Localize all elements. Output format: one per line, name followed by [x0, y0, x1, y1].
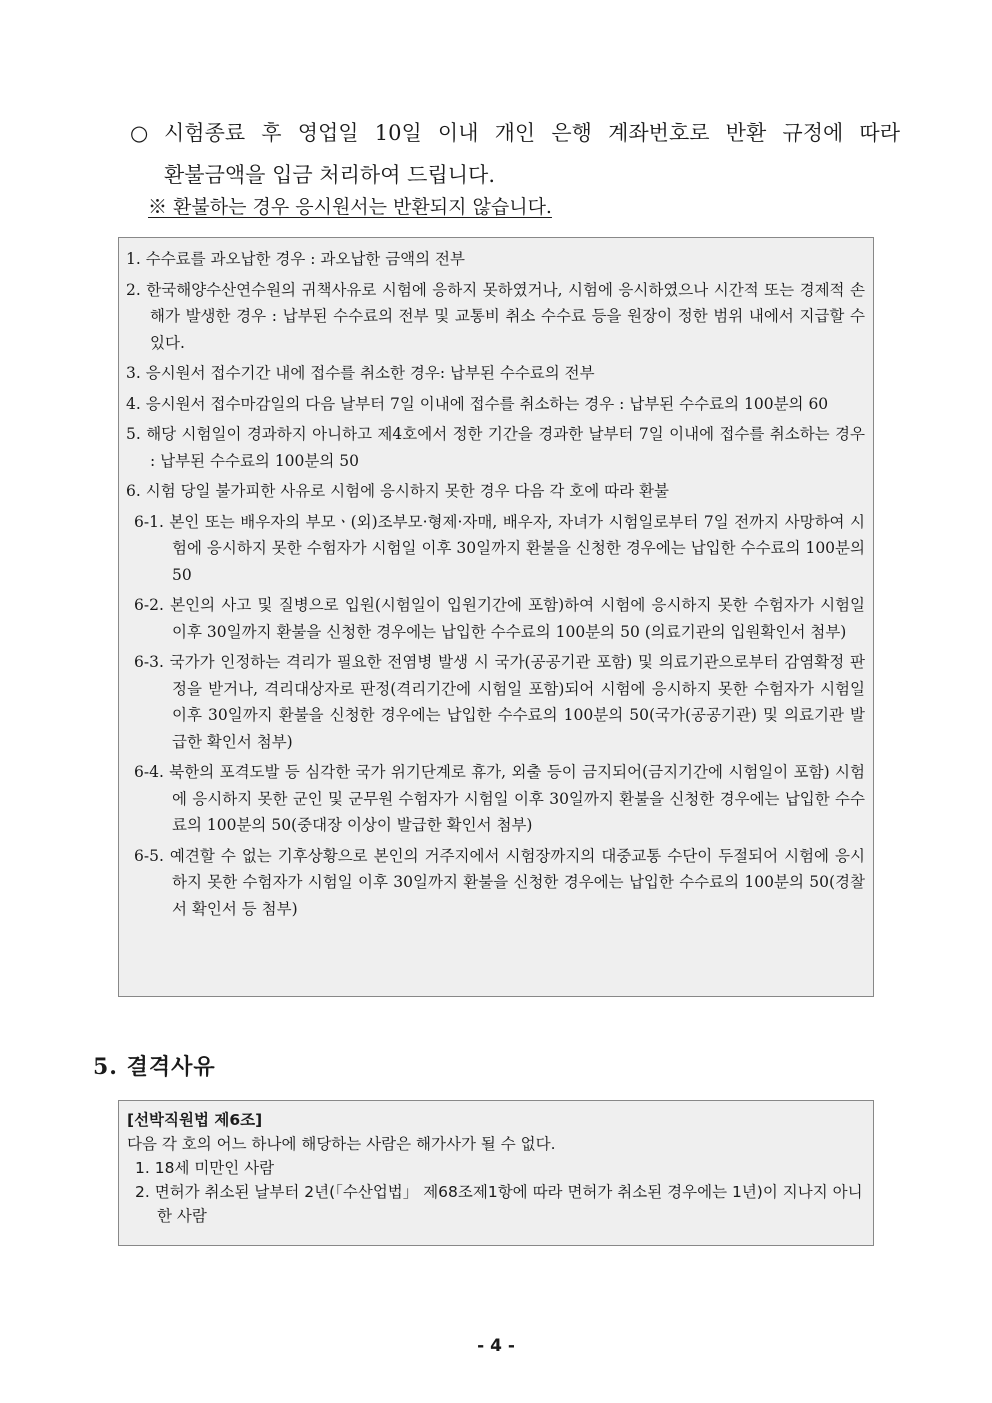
refund-rules-box	[118, 237, 874, 997]
intro-line-1	[130, 112, 900, 154]
circle-bullet-icon: ○	[130, 121, 149, 145]
refund-subitem-6-5: 6-5. 예견할 수 없는 기후상황으로 본인의 거주지에서 시험장까지의 대중교통 수단이 두절되어 시험에 응시하지 못한 수험자가 시험일 이후 30일까지 환불을 신청한 경우에는 납입한 수수료의 100분의 50(경찰서 확인서 등 첨부)	[134, 846, 865, 918]
intro-line-2: 환불금액을 입금 처리하여 드립니다.	[164, 163, 495, 187]
refund-subitem-6-3: 6-3. 국가가 인정하는 격리가 필요한 전염병 발생 시 국가(공공기관 포함) 및 의료기관으로부터 감염확정 판정을 받거나, 격리대상자로 판정(격리기간에 시험일 포함)되어 시험에 응시하지 못한 수험자가 시험일 이후 30일까지 환불을 신청한 경우에는 납입한 수수료의 100분의 50(국가(공공기관) 및 의료기관 발급한 확인서 첨부)	[134, 653, 865, 751]
law-item-1: 1. 18세 미만인 사람	[135, 1159, 275, 1177]
law-title: [선박직원법 제6조]	[127, 1111, 263, 1129]
refund-item-6: 6. 시험 당일 불가피한 사유로 시험에 응시하지 못한 경우 다음 각 호에 따라 환불	[126, 482, 670, 500]
refund-subitem-6-4: 6-4. 북한의 포격도발 등 심각한 국가 위기단계로 휴가, 외출 등이 금지되어(금지기간에 시험일이 포함) 시험에 응시하지 못한 군인 및 군무원 수험자가 시험일 이후 30일까지 환불을 신청한 경우에는 납입한 수수료의 100분의 50(중대장 이상이 발급한 확인서 첨부)	[134, 763, 865, 834]
refund-item-3: 3. 응시원서 접수기간 내에 접수를 취소한 경우: 납부된 수수료의 전부	[126, 364, 595, 382]
law-intro: 다음 각 호의 어느 하나에 해당하는 사람은 해가사가 될 수 없다.	[127, 1135, 556, 1153]
refund-item-4: 4. 응시원서 접수마감일의 다음 날부터 7일 이내에 접수를 취소하는 경우 : 납부된 수수료의 100분의 60	[126, 394, 829, 413]
refund-subitem-6-1: 6-1. 본인 또는 배우자의 부모ㆍ(외)조부모·형제·자매, 배우자, 자녀가 시험일로부터 7일 전까지 사망하여 시험에 응시하지 못한 수험자가 시험일 이후 30일까지 환불을 신청한 경우에는 납입한 수수료의 100분의 50	[134, 512, 865, 584]
refund-item-1: 1. 수수료를 과오납한 경우 : 과오납한 금액의 전부	[126, 250, 465, 268]
refund-item-5: 5. 해당 시험일이 경과하지 아니하고 제4호에서 정한 기간을 경과한 날부터 7일 이내에 접수를 취소하는 경우 : 납부된 수수료의 100분의 50	[126, 425, 865, 470]
page-number: - 4 -	[477, 1336, 515, 1356]
law-excerpt-box	[118, 1100, 874, 1246]
refund-notice: ※ 환불하는 경우 응시원서는 반환되지 않습니다.	[148, 196, 552, 218]
law-item-2: 2. 면허가 취소된 날부터 2년(「수산업법」 제68조제1항에 따라 면허가 취소된 경우에는 1년)이 지나지 아니한 사람	[135, 1183, 863, 1225]
refund-subitem-6-2: 6-2. 본인의 사고 및 질병으로 입원(시험일이 입원기간에 포함)하여 시험에 응시하지 못한 수험자가 시험일 이후 30일까지 환불을 신청한 경우에는 납입한 수수료의 100분의 50 (의료기관의 입원확인서 첨부)	[134, 596, 865, 641]
refund-item-2: 2. 한국해양수산연수원의 귀책사유로 시험에 응하지 못하였거나, 시험에 응시하였으나 시간적 또는 경제적 손해가 발생한 경우 : 납부된 수수료의 전부 및 교통비 취소 수수료 등을 원장이 정한 범위 내에서 지급할 수 있다.	[126, 280, 865, 352]
section-title-disqualification: 5. 결격사유	[93, 1054, 216, 1080]
intro-paragraph	[130, 112, 900, 196]
intro-text-1: 시험종료 후 영업일 10일 이내 개인 은행 계좌번호로 반환 규정에 따라	[164, 121, 900, 145]
